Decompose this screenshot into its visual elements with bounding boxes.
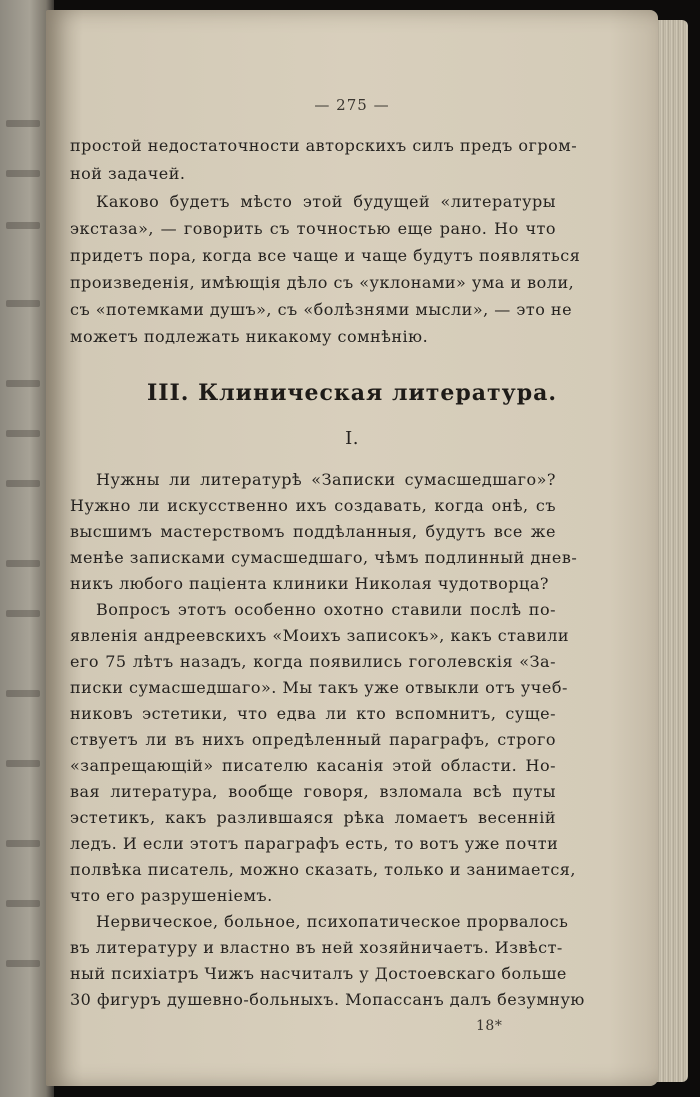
text-line: ной задачей.	[70, 164, 186, 183]
page-number: — 275 —	[314, 96, 390, 114]
text-line: эстетикъ, какъ разлившаяся рѣка ломаетъ весенній	[70, 808, 556, 827]
text-line: Нужно ли искусственно ихъ создавать, когда онѣ, съ	[70, 496, 556, 515]
text-line: Нервическое, больное, психопатическое прорвалось	[96, 912, 569, 931]
text-line: явленія андреевскихъ «Моихъ записокъ», какъ ставили	[70, 626, 570, 645]
text-line: произведенія, имѣющія дѣло съ «уклонами» ума и воли,	[70, 273, 575, 292]
text-line: простой недостаточности авторскихъ силъ предъ огром-	[70, 136, 578, 155]
text-line: ледъ. И если этотъ параграфъ есть, то вотъ уже почти	[70, 834, 559, 853]
text-line: экстаза», — говорить съ точностью еще рано. Но что	[70, 219, 556, 238]
text-line: никовъ эстетики, что едва ли кто вспомнитъ, суще-	[70, 704, 556, 723]
section-heading: III. Клиническая литература.	[146, 380, 558, 406]
page-text	[46, 10, 658, 1086]
text-line: 30 фигуръ душевно-больныхъ. Мопассанъ далъ безумную	[70, 990, 585, 1009]
text-line: Вопросъ этотъ особенно охотно ставили послѣ по-	[96, 600, 556, 619]
text-line: «запрещающій» писателю касанія этой области. Но-	[70, 756, 556, 775]
text-line: менѣе записками сумасшедшаго, чѣмъ подлинный днев-	[70, 548, 578, 567]
text-line: можетъ подлежать никакому сомнѣнію.	[70, 327, 429, 346]
text-line: писки сумасшедшаго». Мы такъ уже отвыкли отъ учеб-	[70, 678, 568, 697]
subsection-number: I.	[345, 428, 359, 449]
text-line: ствуетъ ли въ нихъ опредѣленный параграфъ, строго	[70, 730, 556, 749]
text-line: съ «потемками душъ», съ «болѣзнями мысли», — это не	[70, 300, 573, 319]
text-line: никъ любого паціента клиники Николая чудотворца?	[70, 574, 549, 593]
text-line: полвѣка писатель, можно сказать, только и занимается,	[70, 860, 576, 879]
book-page	[46, 10, 658, 1086]
text-line: Каково будетъ мѣсто этой будущей «литературы	[96, 192, 556, 211]
text-line: его 75 лѣтъ назадъ, когда появились гоголевскія «За-	[70, 652, 556, 671]
text-line: придетъ пора, когда все чаще и чаще будутъ появляться	[70, 246, 581, 265]
printer-signature: 18*	[476, 1018, 503, 1034]
text-line: въ литературу и властно въ ней хозяйничаетъ. Извѣст-	[70, 938, 563, 957]
text-line: что его разрушеніемъ.	[70, 886, 273, 905]
text-line: высшимъ мастерствомъ поддѣланныя, будутъ все же	[70, 522, 556, 541]
text-line: Нужны ли литературѣ «Записки сумасшедшаго»?	[96, 470, 556, 489]
text-line: вая литература, вообще говоря, взломала всѣ путы	[70, 782, 556, 801]
text-line: ный психіатръ Чижъ насчиталъ у Достоевскаго больше	[70, 964, 567, 983]
